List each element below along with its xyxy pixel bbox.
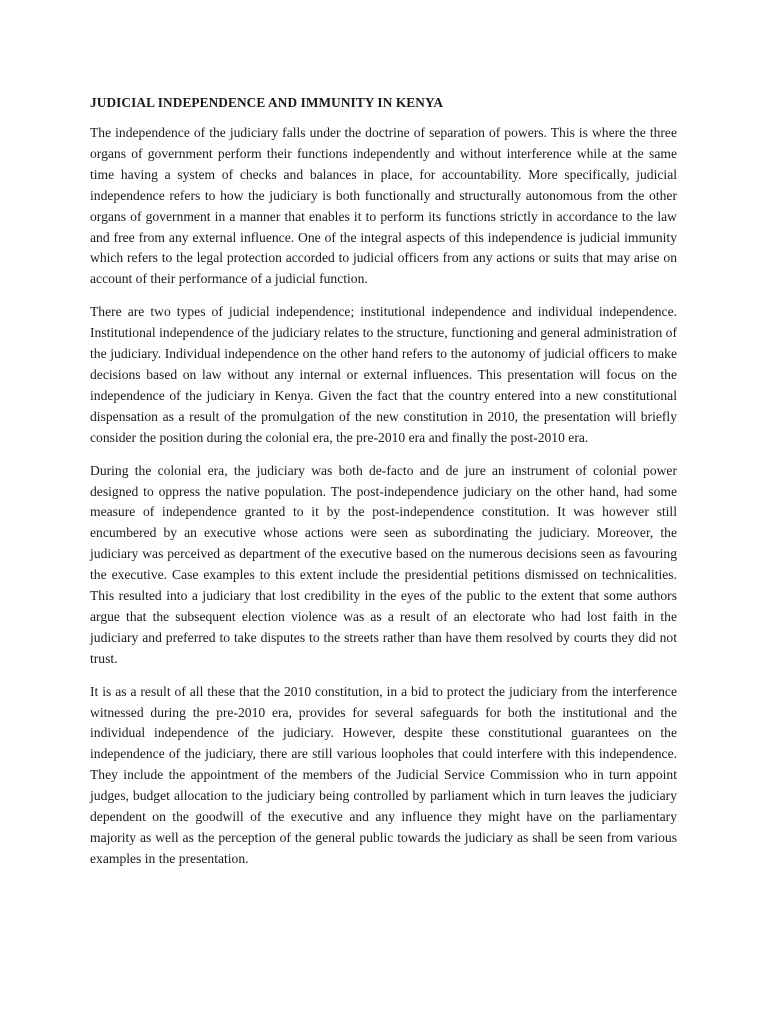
paragraph-colonial-era: During the colonial era, the judiciary was both de-facto and de jure an instrument of colonial power designed to oppress the native population. The post-independence judiciary on the other hand, had some measure of independence granted to it by the post-independence constitution. It was however still encumbered by an executive whose actions were seen as subordinating the judiciary. Moreover, the judiciary was perceived as department of the executive based on the numerous decisions seen as favouring the executive. Case examples to this extent include the presidential petitions dismissed on technicalities. This resulted into a judiciary that lost credibility in the eyes of the public to the extent that some authors argue that the subsequent election violence was as a result of an electorate who had lost faith in the judiciary and preferred to take disputes to the streets rather than have them resolved by courts they did not trust. [90, 462, 677, 666]
document-title: JUDICIAL INDEPENDENCE AND IMMUNITY IN KENYA [90, 95, 444, 110]
paragraph-types-of-independence: There are two types of judicial independence; institutional independence and individual independence. Institutional independence of the judiciary relates to the structure, functioning and general administration of the judiciary. Individual independence on the other hand refers to the autonomy of judicial officers to make decisions based on law without any internal or external influences. This presentation will focus on the independence of the judiciary in Kenya. Given the fact that the country entered into a new constitutional dispensation as a result of the promulgation of the new constitution in 2010, the presentation will briefly consider the position during the colonial era, the pre-2010 era and finally the post-2010 era. [90, 304, 677, 445]
document-page [90, 94, 677, 882]
paragraph-2010-constitution: It is as a result of all these that the 2010 constitution, in a bid to protect the judiciary from the interference witnessed during the pre-2010 era, provides for several safeguards for both the institutional and the individual independence of the judiciary. However, despite these constitutional guarantees on the independence of the judiciary, there are still various loopholes that could interfere with this independence. They include the appointment of the members of the Judicial Service Commission who in turn appoint judges, budget allocation to the judiciary being controlled by parliament which in turn leaves the judiciary dependent on the goodwill of the executive and any influence they might have on the parliamentary majority as well as the perception of the general public towards the judiciary as shall be seen from various examples in the presentation. [90, 683, 677, 866]
paragraph-separation-of-powers: The independence of the judiciary falls under the doctrine of separation of powers. This is where the three organs of government perform their functions independently and without interference while at the same time having a system of checks and balances in place, for accountability. More specifically, judicial independence refers to how the judiciary is both functionally and structurally autonomous from the other organs of government in a manner that enables it to perform its functions strictly in accordance to the law and free from any external influence. One of the integral aspects of this independence is judicial immunity which refers to the legal protection accorded to judicial officers from any actions or suits that may arise on account of their performance of a judicial function. [90, 125, 677, 287]
